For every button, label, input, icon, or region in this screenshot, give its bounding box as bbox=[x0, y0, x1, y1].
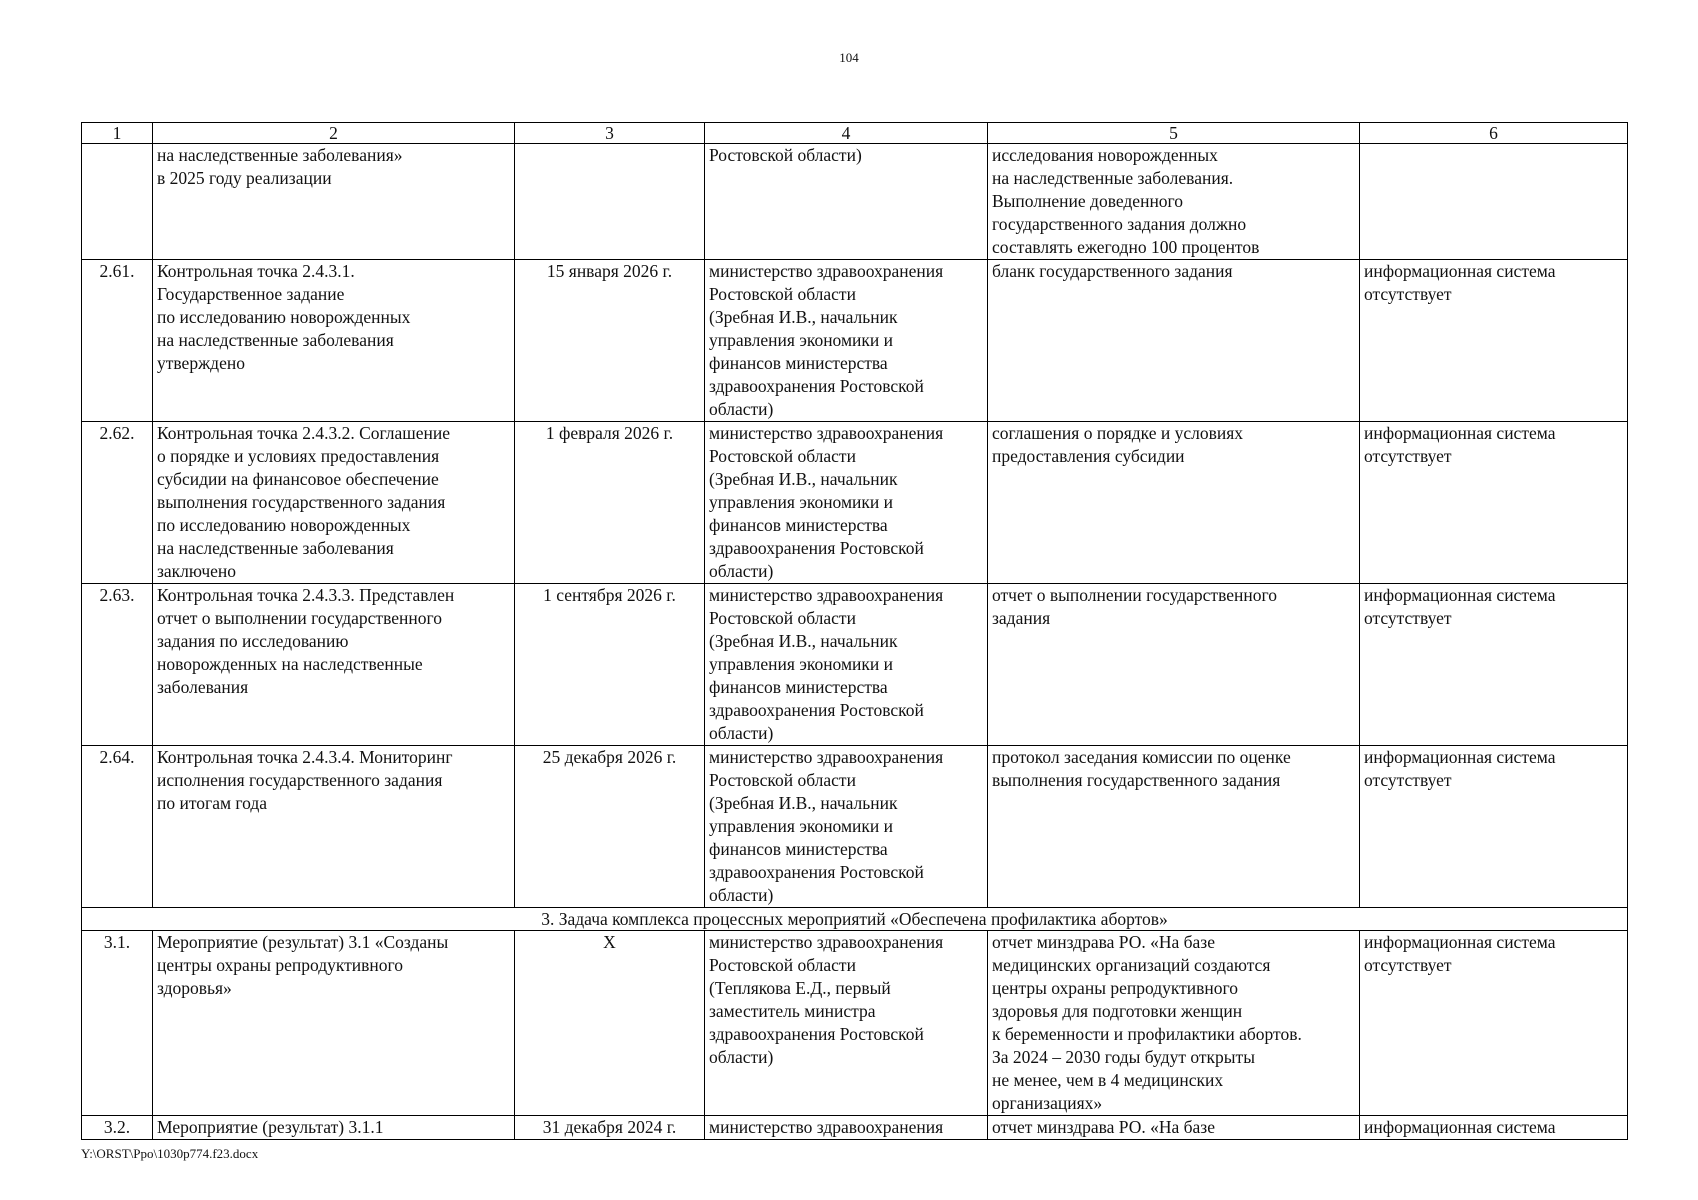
measures-table bbox=[81, 122, 1628, 1140]
file-path-footer: Y:\ORST\Ppo\1030p774.f23.docx bbox=[81, 1146, 259, 1161]
result-document: отчет о выполнении государственного задания bbox=[988, 584, 1360, 746]
responsible: Ростовской области) bbox=[705, 144, 988, 260]
information-system: информационная система отсутствует bbox=[1360, 260, 1628, 422]
measure-name: Контрольная точка 2.4.3.1. Государственное задание по исследованию новорожденных на наследственные заболевания утверждено bbox=[153, 260, 515, 422]
information-system: информационная система bbox=[1360, 1116, 1628, 1140]
measure-name: Контрольная точка 2.4.3.3. Представлен отчет о выполнении государственного задания по исследованию новорожденных на наследственные заболевания bbox=[153, 584, 515, 746]
information-system: информационная система отсутствует bbox=[1360, 422, 1628, 584]
measure-name: Мероприятие (результат) 3.1.1 bbox=[153, 1116, 515, 1140]
responsible: министерство здравоохранения Ростовской области (Зребная И.В., начальник управления экономики и финансов министерства здравоохранения Ростовской области) bbox=[705, 260, 988, 422]
deadline: 25 декабря 2026 г. bbox=[515, 746, 705, 908]
information-system bbox=[1360, 144, 1628, 260]
responsible: министерство здравоохранения Ростовской области (Зребная И.В., начальник управления экономики и финансов министерства здравоохранения Ростовской области) bbox=[705, 584, 988, 746]
table-row bbox=[82, 746, 1628, 908]
result-document: соглашения о порядке и условиях предоставления субсидии bbox=[988, 422, 1360, 584]
deadline bbox=[515, 144, 705, 260]
row-number: 2.62. bbox=[82, 422, 153, 584]
row-number: 2.61. bbox=[82, 260, 153, 422]
section-heading-row bbox=[82, 908, 1628, 931]
table-row bbox=[82, 1116, 1628, 1140]
deadline: X bbox=[515, 931, 705, 1116]
page-number: 104 bbox=[839, 50, 859, 65]
responsible: министерство здравоохранения Ростовской области (Зребная И.В., начальник управления экономики и финансов министерства здравоохранения Ростовской области) bbox=[705, 422, 988, 584]
measure-name: Контрольная точка 2.4.3.4. Мониторинг исполнения государственного задания по итогам года bbox=[153, 746, 515, 908]
row-number: 3.2. bbox=[82, 1116, 153, 1140]
deadline: 15 января 2026 г. bbox=[515, 260, 705, 422]
measure-name: Контрольная точка 2.4.3.2. Соглашение о порядке и условиях предоставления субсидии на финансовое обеспечение выполнения государственного задания по исследованию новорожденных на наследственные заболевания заключено bbox=[153, 422, 515, 584]
measure-name: Мероприятие (результат) 3.1 «Созданы центры охраны репродуктивного здоровья» bbox=[153, 931, 515, 1116]
row-number bbox=[82, 144, 153, 260]
information-system: информационная система отсутствует bbox=[1360, 746, 1628, 908]
column-header: 3 bbox=[515, 123, 705, 144]
information-system: информационная система отсутствует bbox=[1360, 931, 1628, 1116]
column-header: 2 bbox=[153, 123, 515, 144]
section-heading: 3. Задача комплекса процессных мероприятий «Обеспечена профилактика абортов» bbox=[82, 908, 1628, 931]
table-row bbox=[82, 260, 1628, 422]
column-header: 6 bbox=[1360, 123, 1628, 144]
column-header: 5 bbox=[988, 123, 1360, 144]
table-row bbox=[82, 931, 1628, 1116]
responsible: министерство здравоохранения Ростовской области (Теплякова Е.Д., первый заместитель министра здравоохранения Ростовской области) bbox=[705, 931, 988, 1116]
result-document: отчет минздрава РО. «На базе медицинских организаций создаются центры охраны репродуктивного здоровья для подготовки женщин к беременности и профилактики абортов. За 2024 – 2030 годы будут открыты не менее, чем в 4 медицинских организациях» bbox=[988, 931, 1360, 1116]
result-document: исследования новорожденных на наследственные заболевания. Выполнение доведенного государственного задания должно составлять ежегодно 100 процентов bbox=[988, 144, 1360, 260]
table-row bbox=[82, 584, 1628, 746]
responsible: министерство здравоохранения Ростовской области (Зребная И.В., начальник управления экономики и финансов министерства здравоохранения Ростовской области) bbox=[705, 746, 988, 908]
row-number: 3.1. bbox=[82, 931, 153, 1116]
table-row bbox=[82, 144, 1628, 260]
measure-name: на наследственные заболевания» в 2025 году реализации bbox=[153, 144, 515, 260]
deadline: 1 сентября 2026 г. bbox=[515, 584, 705, 746]
result-document: бланк государственного задания bbox=[988, 260, 1360, 422]
table-header-row bbox=[82, 123, 1628, 144]
column-header: 4 bbox=[705, 123, 988, 144]
result-document: отчет минздрава РО. «На базе bbox=[988, 1116, 1360, 1140]
deadline: 1 февраля 2026 г. bbox=[515, 422, 705, 584]
row-number: 2.63. bbox=[82, 584, 153, 746]
row-number: 2.64. bbox=[82, 746, 153, 908]
table-row bbox=[82, 422, 1628, 584]
column-header: 1 bbox=[82, 123, 153, 144]
result-document: протокол заседания комиссии по оценке выполнения государственного задания bbox=[988, 746, 1360, 908]
information-system: информационная система отсутствует bbox=[1360, 584, 1628, 746]
responsible: министерство здравоохранения bbox=[705, 1116, 988, 1140]
deadline: 31 декабря 2024 г. bbox=[515, 1116, 705, 1140]
